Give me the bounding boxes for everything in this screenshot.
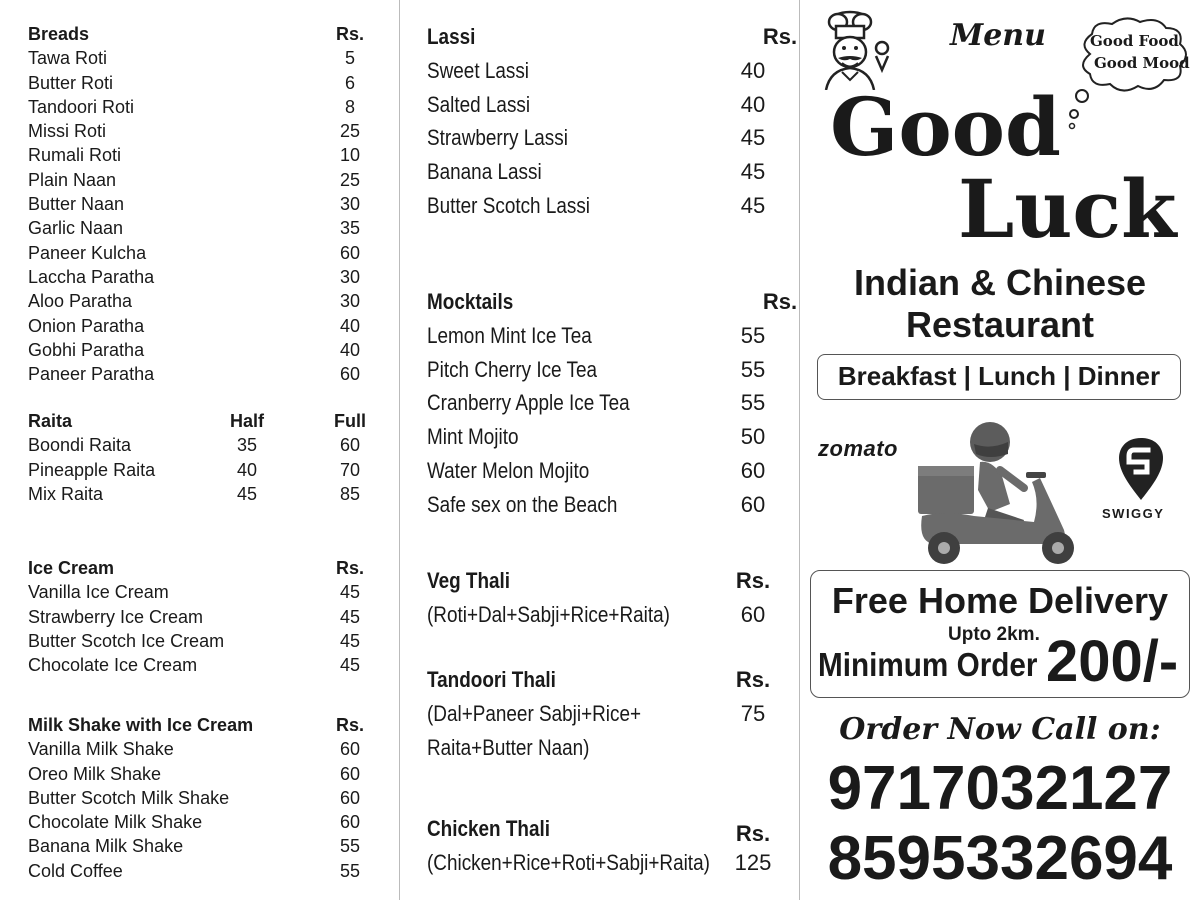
list-item bbox=[28, 119, 378, 143]
list-item bbox=[427, 189, 787, 223]
list-item bbox=[28, 95, 378, 119]
item-price: 40 bbox=[740, 57, 766, 83]
list-item bbox=[427, 386, 787, 420]
item-half: 45 bbox=[236, 483, 258, 504]
item-price: 45 bbox=[339, 606, 361, 627]
item-price: 45 bbox=[740, 192, 766, 218]
list-item bbox=[28, 338, 378, 362]
bubble-line-1: Good Food bbox=[1090, 32, 1179, 50]
item-price: 10 bbox=[339, 145, 361, 166]
item-name: Mix Raita bbox=[28, 483, 104, 504]
mocktails-title: Mocktails bbox=[427, 289, 514, 314]
list-item bbox=[427, 420, 787, 454]
list-item bbox=[28, 71, 378, 95]
item-name: Mint Mojito bbox=[427, 424, 519, 450]
list-item bbox=[28, 314, 378, 338]
item-price: 60 bbox=[740, 491, 766, 517]
item-price: 60 bbox=[339, 763, 361, 784]
swiggy-logo-icon bbox=[1116, 436, 1166, 502]
lassi-title: Lassi bbox=[427, 24, 476, 49]
chef-icon bbox=[812, 8, 898, 90]
item-name: Strawberry Ice Cream bbox=[28, 606, 204, 627]
item-name: Tawa Roti bbox=[28, 48, 108, 69]
list-item bbox=[427, 88, 787, 122]
list-item bbox=[28, 265, 378, 289]
item-name: Sweet Lassi bbox=[427, 57, 530, 83]
menu-column-2 bbox=[400, 0, 800, 900]
item-price: 45 bbox=[740, 125, 766, 151]
item-name: Paneer Paratha bbox=[28, 364, 155, 385]
chicken-thali-price-head: Rs. bbox=[735, 821, 771, 846]
veg-thali-title: Veg Thali bbox=[427, 568, 511, 593]
chicken-thali-title: Chicken Thali bbox=[427, 816, 551, 841]
item-price: 60 bbox=[740, 457, 766, 483]
list-item bbox=[28, 605, 378, 629]
item-name: Onion Paratha bbox=[28, 315, 145, 336]
mocktails-price-head: Rs. bbox=[762, 289, 798, 314]
item-price: 60 bbox=[339, 812, 361, 833]
item-name: Vanilla Ice Cream bbox=[28, 582, 169, 603]
item-name: Rumali Roti bbox=[28, 145, 122, 166]
delivery-range: Upto 2km. bbox=[948, 624, 1040, 645]
item-price: 45 bbox=[339, 630, 361, 651]
item-price: 40 bbox=[740, 91, 766, 117]
ice-cream-section bbox=[28, 556, 378, 677]
item-full: 85 bbox=[339, 483, 361, 504]
item-name: Boondi Raita bbox=[28, 435, 132, 456]
item-name: Pitch Cherry Ice Tea bbox=[427, 356, 598, 382]
tandoori-thali-section bbox=[427, 663, 787, 764]
item-price: 25 bbox=[339, 121, 361, 142]
list-item bbox=[427, 54, 787, 88]
chicken-thali-price: 125 bbox=[734, 849, 772, 875]
list-item bbox=[28, 834, 378, 858]
raita-full-head: Full bbox=[334, 411, 366, 431]
veg-thali-desc: (Roti+Dal+Sabji+Rice+Raita) bbox=[427, 601, 670, 627]
item-name: Salted Lassi bbox=[427, 91, 531, 117]
item-price: 50 bbox=[740, 424, 766, 450]
item-price: 55 bbox=[740, 390, 766, 416]
list-item bbox=[28, 482, 378, 506]
list-item bbox=[427, 121, 787, 155]
chicken-thali-row bbox=[427, 846, 787, 880]
breads-section bbox=[28, 22, 378, 386]
item-price: 5 bbox=[344, 48, 355, 69]
list-item bbox=[28, 168, 378, 192]
min-order-label: Minimum Order bbox=[818, 646, 1038, 683]
list-item bbox=[28, 580, 378, 604]
list-item bbox=[427, 155, 787, 189]
mocktails-list bbox=[427, 319, 787, 522]
item-name: Chocolate Ice Cream bbox=[28, 655, 198, 676]
phone-1: 9717032127 bbox=[827, 754, 1173, 823]
ice-cream-title: Ice Cream bbox=[28, 558, 115, 578]
item-price: 60 bbox=[339, 364, 361, 385]
item-price: 55 bbox=[339, 836, 361, 857]
item-name: Tandoori Roti bbox=[28, 96, 135, 117]
item-name: Butter Scotch Lassi bbox=[427, 192, 591, 218]
mocktails-header bbox=[427, 285, 798, 319]
item-name: Safe sex on the Beach bbox=[427, 491, 618, 517]
tandoori-thali-header bbox=[427, 663, 787, 697]
item-price: 30 bbox=[339, 266, 361, 287]
item-name: Butter Roti bbox=[28, 72, 114, 93]
breads-list bbox=[28, 46, 378, 386]
veg-thali-header bbox=[427, 564, 787, 598]
chicken-thali-header bbox=[427, 812, 787, 846]
delivery-scooter-icon bbox=[914, 420, 1094, 568]
branding-column bbox=[800, 0, 1200, 900]
phone-2: 8595332694 bbox=[827, 824, 1173, 893]
tandoori-thali-title: Tandoori Thali bbox=[427, 667, 556, 692]
menu-label: Menu bbox=[950, 18, 1046, 53]
list-item bbox=[28, 629, 378, 653]
list-item bbox=[28, 810, 378, 834]
list-item bbox=[28, 216, 378, 240]
veg-thali-price-head: Rs. bbox=[735, 568, 771, 593]
item-full: 60 bbox=[339, 435, 361, 456]
item-half: 40 bbox=[236, 459, 258, 480]
bubble-line-2: Good Mood bbox=[1094, 54, 1190, 72]
tandoori-thali-row-2 bbox=[427, 731, 787, 765]
item-price: 60 bbox=[339, 787, 361, 808]
tandoori-thali-price: 75 bbox=[740, 700, 766, 726]
item-price: 8 bbox=[344, 96, 355, 117]
tandoori-thali-price-head: Rs. bbox=[735, 667, 771, 692]
free-delivery-text: Free Home Delivery bbox=[831, 580, 1169, 621]
item-price: 45 bbox=[339, 582, 361, 603]
veg-thali-row bbox=[427, 598, 787, 632]
subtitle-line-1: Indian & Chinese bbox=[853, 262, 1147, 303]
lassi-header bbox=[427, 20, 798, 54]
breads-header bbox=[28, 22, 378, 46]
item-name: Missi Roti bbox=[28, 121, 107, 142]
list-item bbox=[28, 362, 378, 386]
item-price: 55 bbox=[740, 322, 766, 348]
raita-section bbox=[28, 409, 378, 506]
item-price: 60 bbox=[339, 739, 361, 760]
ice-cream-header bbox=[28, 556, 378, 580]
ice-cream-list bbox=[28, 580, 378, 677]
item-price: 55 bbox=[339, 860, 361, 881]
chicken-thali-desc: (Chicken+Rice+Roti+Sabji+Raita) bbox=[427, 849, 710, 875]
list-item bbox=[28, 241, 378, 265]
list-item bbox=[28, 762, 378, 786]
tandoori-thali-row bbox=[427, 697, 787, 731]
call-label: Order Now Call on: bbox=[839, 712, 1161, 747]
zomato-logo: zomato bbox=[818, 436, 898, 461]
list-item bbox=[28, 786, 378, 810]
item-name: Plain Naan bbox=[28, 169, 117, 190]
chicken-thali-section bbox=[427, 812, 787, 880]
item-name: Gobhi Paratha bbox=[28, 339, 145, 360]
item-price: 30 bbox=[339, 194, 361, 215]
swiggy-label: SWIGGY bbox=[1102, 506, 1165, 521]
lassi-section bbox=[427, 20, 798, 223]
item-name: Pineapple Raita bbox=[28, 459, 156, 480]
item-price: 60 bbox=[339, 242, 361, 263]
veg-thali-price: 60 bbox=[740, 601, 766, 627]
item-price: 40 bbox=[339, 315, 361, 336]
item-name: Garlic Naan bbox=[28, 218, 124, 239]
item-name: Cranberry Apple Ice Tea bbox=[427, 390, 630, 416]
ice-cream-price-head: Rs. bbox=[335, 558, 364, 578]
list-item bbox=[28, 143, 378, 167]
list-item bbox=[427, 454, 787, 488]
item-name: Aloo Paratha bbox=[28, 291, 133, 312]
item-price: 30 bbox=[339, 291, 361, 312]
list-item bbox=[28, 289, 378, 313]
item-name: Vanilla Milk Shake bbox=[28, 739, 174, 760]
item-full: 70 bbox=[339, 459, 361, 480]
veg-thali-section bbox=[427, 564, 787, 634]
item-name: Strawberry Lassi bbox=[427, 125, 568, 151]
item-name: Oreo Milk Shake bbox=[28, 763, 162, 784]
list-item bbox=[427, 488, 787, 522]
raita-half-head: Half bbox=[229, 411, 264, 431]
milk-shake-list bbox=[28, 737, 378, 883]
breads-title: Breads bbox=[28, 24, 90, 44]
brand-name-line-2: Luck bbox=[958, 162, 1177, 256]
item-name: Butter Scotch Milk Shake bbox=[28, 787, 230, 808]
brand-name-line-1: Good bbox=[830, 80, 1061, 174]
breads-price-head: Rs. bbox=[335, 24, 364, 44]
list-item bbox=[427, 353, 787, 387]
item-name: Banana Milk Shake bbox=[28, 836, 184, 857]
item-name: Lemon Mint Ice Tea bbox=[427, 322, 592, 348]
list-item bbox=[28, 859, 378, 883]
item-price: 45 bbox=[339, 655, 361, 676]
mocktails-section bbox=[427, 285, 798, 522]
item-name: Cold Coffee bbox=[28, 860, 123, 881]
lassi-list bbox=[427, 54, 787, 223]
item-price: 6 bbox=[344, 72, 355, 93]
item-half: 35 bbox=[236, 435, 258, 456]
list-item bbox=[28, 433, 378, 457]
milk-shake-section bbox=[28, 713, 378, 883]
item-price: 25 bbox=[339, 169, 361, 190]
item-price: 45 bbox=[740, 159, 766, 185]
item-price: 35 bbox=[339, 218, 361, 239]
list-item bbox=[28, 458, 378, 482]
item-name: Water Melon Mojito bbox=[427, 457, 590, 483]
list-item bbox=[28, 192, 378, 216]
meals-box: Breakfast | Lunch | Dinner bbox=[817, 354, 1181, 400]
raita-list bbox=[28, 433, 378, 506]
item-name: Paneer Kulcha bbox=[28, 242, 147, 263]
item-name: Chocolate Milk Shake bbox=[28, 812, 203, 833]
tandoori-thali-desc-1: (Dal+Paneer Sabji+Rice+ bbox=[427, 700, 642, 726]
item-price: 40 bbox=[339, 339, 361, 360]
item-name: Banana Lassi bbox=[427, 159, 542, 185]
list-item bbox=[28, 737, 378, 761]
raita-header bbox=[28, 409, 378, 433]
list-item bbox=[28, 653, 378, 677]
milk-shake-title: Milk Shake with Ice Cream bbox=[28, 715, 254, 735]
tandoori-thali-desc-2: Raita+Butter Naan) bbox=[427, 734, 590, 760]
min-order-value: 200/- bbox=[1046, 629, 1179, 694]
item-name: Butter Naan bbox=[28, 194, 125, 215]
raita-title: Raita bbox=[28, 411, 73, 431]
list-item bbox=[427, 319, 787, 353]
milk-shake-price-head: Rs. bbox=[335, 715, 364, 735]
list-item bbox=[28, 46, 378, 70]
item-name: Butter Scotch Ice Cream bbox=[28, 630, 225, 651]
menu-column-1 bbox=[0, 0, 400, 900]
milk-shake-header bbox=[28, 713, 378, 737]
lassi-price-head: Rs. bbox=[762, 24, 798, 49]
item-name: Laccha Paratha bbox=[28, 266, 155, 287]
item-price: 55 bbox=[740, 356, 766, 382]
subtitle-line-2: Restaurant bbox=[905, 304, 1095, 345]
